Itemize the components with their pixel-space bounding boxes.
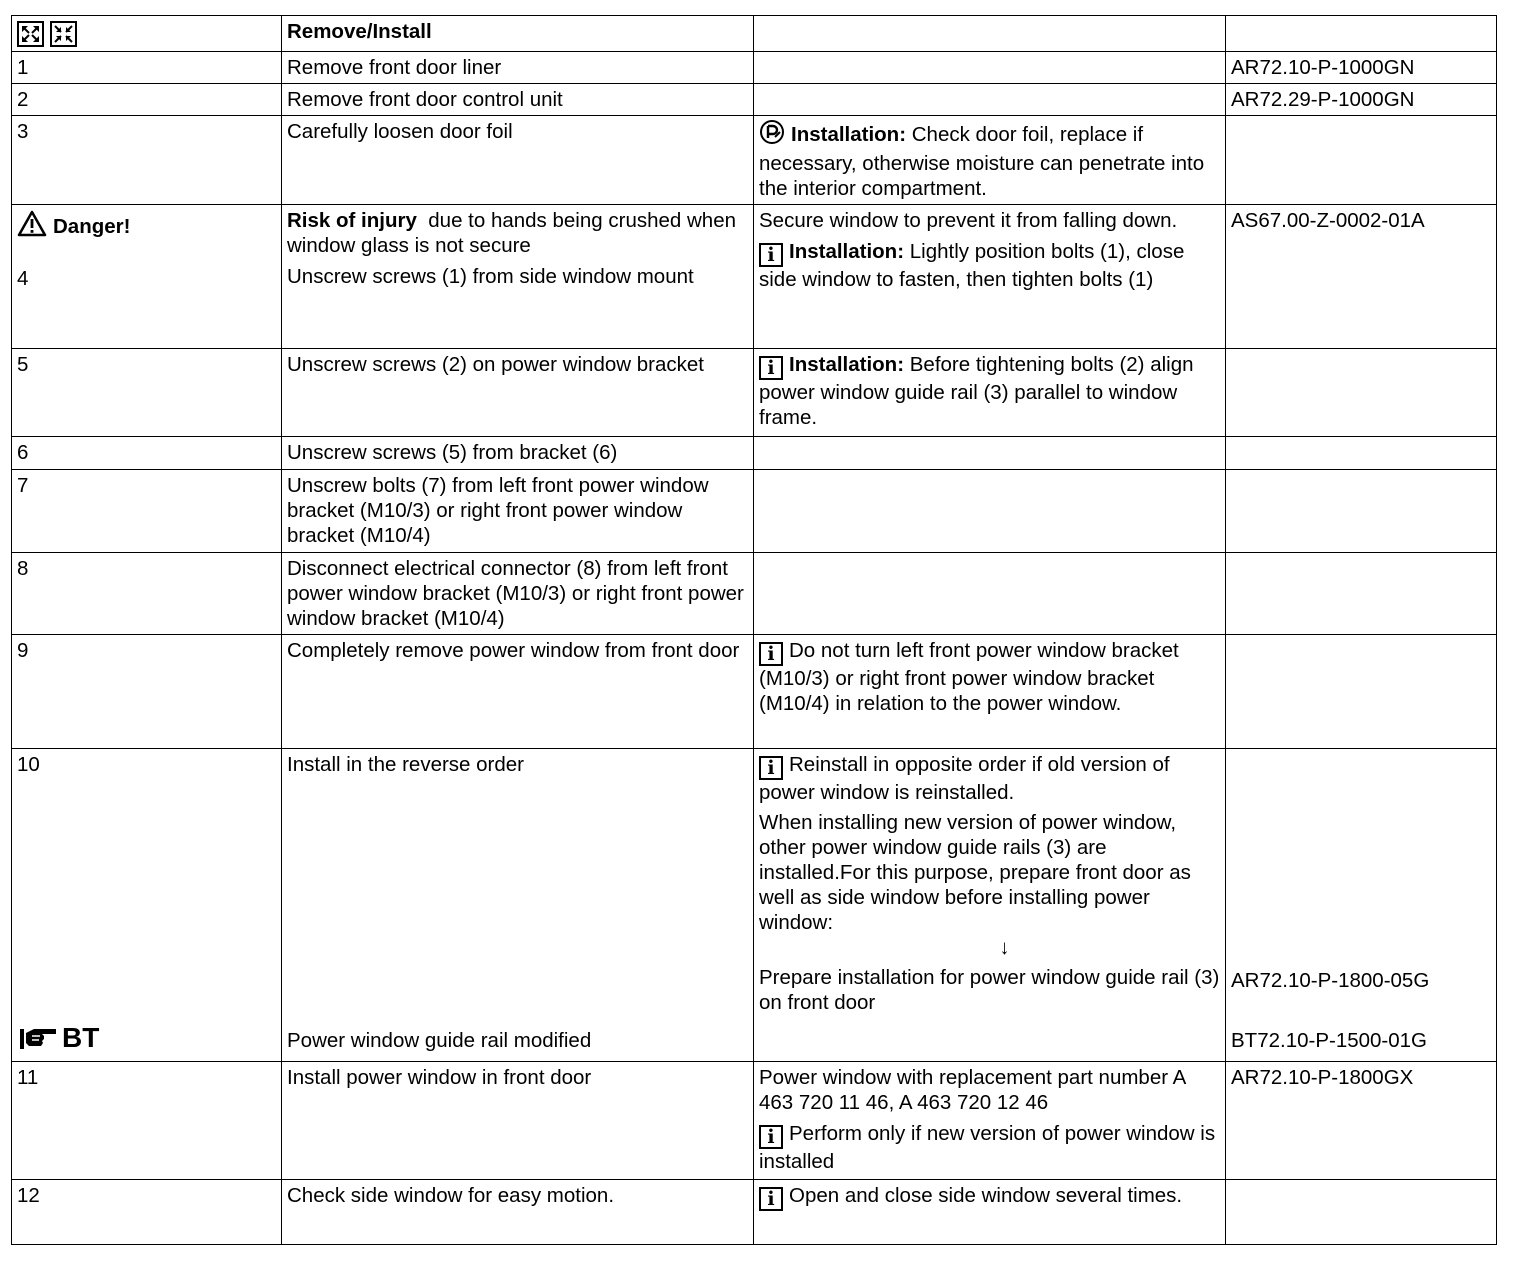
reference-link[interactable]: AR72.10-P-1800-05G bbox=[1231, 969, 1430, 992]
risk-label: Risk of injury bbox=[287, 209, 417, 232]
table-row bbox=[12, 84, 1497, 116]
step-note bbox=[754, 205, 1226, 349]
procedure-table bbox=[11, 15, 1497, 1245]
step-number: 3 bbox=[12, 116, 282, 205]
reference-link[interactable]: AR72.10-P-1800GX bbox=[1226, 1062, 1497, 1180]
note-text: Do not turn left front power window bracket (M10/3) or right front power window bracket (M10/4) in relation to the power window. bbox=[759, 639, 1179, 715]
info-icon: i bbox=[759, 1187, 783, 1211]
table-row bbox=[12, 52, 1497, 84]
note-text: Check door foil, replace if necessary, otherwise moisture can penetrate into the interior compartment. bbox=[759, 123, 1205, 200]
note-text: Open and close side window several times. bbox=[789, 1184, 1183, 1207]
note-text: When installing new version of power window, other power window guide rails (3) are installed.For this purpose, prepare front door as well as side window before installing power window: bbox=[759, 811, 1191, 934]
step-number: 9 bbox=[12, 635, 282, 749]
reference-link[interactable]: AS67.00-Z-0002-01A bbox=[1226, 205, 1497, 349]
risk-text: due to hands being crushed when window glass is not secure bbox=[287, 209, 736, 257]
table-row bbox=[12, 635, 1497, 749]
installation-note-icon bbox=[759, 119, 785, 151]
step-action: Check side window for easy motion. bbox=[282, 1180, 754, 1245]
step-number: 1 bbox=[12, 52, 282, 84]
step-note bbox=[754, 116, 1226, 205]
step-note bbox=[754, 635, 1226, 749]
info-icon: i bbox=[759, 1125, 783, 1149]
note-label: Installation: bbox=[789, 240, 905, 263]
pointing-hand-icon bbox=[18, 1025, 60, 1057]
table-header-row bbox=[12, 16, 1497, 52]
note-text: Power window with replacement part number A 463 720 11 46, A 463 720 12 46 bbox=[759, 1066, 1186, 1114]
step-action: Power window guide rail modified bbox=[287, 1029, 592, 1052]
info-icon: i bbox=[759, 756, 783, 780]
note-label: Installation: bbox=[791, 123, 907, 146]
step-action-cell bbox=[282, 749, 754, 1062]
danger-label: Danger! bbox=[53, 215, 131, 238]
table-row bbox=[12, 1180, 1497, 1245]
table-row bbox=[12, 349, 1497, 437]
step-number: 2 bbox=[12, 84, 282, 116]
step-action: Unscrew bolts (7) from left front power window bracket (M10/3) or right front power window bracket (M10/4) bbox=[282, 470, 754, 553]
step-action: Install in the reverse order bbox=[287, 753, 525, 776]
header-icons-cell bbox=[12, 16, 282, 52]
info-icon: i bbox=[759, 243, 783, 267]
note-text: Reinstall in opposite order if old version of power window is reinstalled. bbox=[759, 753, 1170, 804]
info-icon: i bbox=[759, 356, 783, 380]
reference-link[interactable]: BT72.10-P-1500-01G bbox=[1231, 1029, 1428, 1052]
bt-label: BT bbox=[62, 1022, 100, 1053]
step-number: 5 bbox=[12, 349, 282, 437]
step-note bbox=[754, 1062, 1226, 1180]
info-icon: i bbox=[759, 642, 783, 666]
step-action-cell bbox=[282, 205, 754, 349]
note-text: Perform only if new version of power window is installed bbox=[759, 1122, 1216, 1173]
step-action: Completely remove power window from front door bbox=[282, 635, 754, 749]
step-note bbox=[754, 1180, 1226, 1245]
step-action: Unscrew screws (5) from bracket (6) bbox=[282, 437, 754, 470]
note-text: Prepare installation for power window guide rail (3) on front door bbox=[759, 966, 1220, 1014]
step-number: 12 bbox=[12, 1180, 282, 1245]
step-action: Remove front door liner bbox=[282, 52, 754, 84]
step-number: 11 bbox=[12, 1062, 282, 1180]
step-number: 4 bbox=[17, 267, 29, 290]
reference-link[interactable]: AR72.10-P-1000GN bbox=[1226, 52, 1497, 84]
step-number: 7 bbox=[12, 470, 282, 553]
step-action: Disconnect electrical connector (8) from left front power window bracket (M10/3) or right front power window bracket (M10/4) bbox=[282, 553, 754, 635]
step-number: 6 bbox=[12, 437, 282, 470]
step-number-cell bbox=[12, 749, 282, 1062]
table-row bbox=[12, 1062, 1497, 1180]
table-row bbox=[12, 205, 1497, 349]
header-title: Remove/Install bbox=[282, 16, 754, 52]
step-note bbox=[754, 749, 1226, 1062]
step-number-cell bbox=[12, 205, 282, 349]
note-text: Before tightening bolts (2) align power window guide rail (3) parallel to window frame. bbox=[759, 353, 1194, 429]
note-text: Secure window to prevent it from falling down. bbox=[759, 209, 1178, 232]
step-number: 8 bbox=[12, 553, 282, 635]
reference-cell bbox=[1226, 749, 1497, 1062]
warning-triangle-icon bbox=[17, 210, 47, 243]
step-note bbox=[754, 349, 1226, 437]
step-action: Install power window in front door bbox=[282, 1062, 754, 1180]
step-action: Remove front door control unit bbox=[282, 84, 754, 116]
reference-link[interactable]: AR72.29-P-1000GN bbox=[1226, 84, 1497, 116]
step-action: Unscrew screws (1) from side window mount bbox=[287, 265, 694, 288]
table-row bbox=[12, 749, 1497, 1062]
expand-icon[interactable] bbox=[17, 21, 44, 47]
step-action: Unscrew screws (2) on power window bracket bbox=[282, 349, 754, 437]
down-arrow-icon: ↓ bbox=[999, 936, 1010, 959]
table-row bbox=[12, 437, 1497, 470]
table-row bbox=[12, 116, 1497, 205]
collapse-icon[interactable] bbox=[50, 21, 77, 47]
note-text: Lightly position bolts (1), close side window to fasten, then tighten bolts (1) bbox=[759, 240, 1185, 291]
table-row bbox=[12, 470, 1497, 553]
table-row bbox=[12, 553, 1497, 635]
note-label: Installation: bbox=[789, 353, 905, 376]
step-number: 10 bbox=[17, 753, 40, 776]
step-action: Carefully loosen door foil bbox=[282, 116, 754, 205]
